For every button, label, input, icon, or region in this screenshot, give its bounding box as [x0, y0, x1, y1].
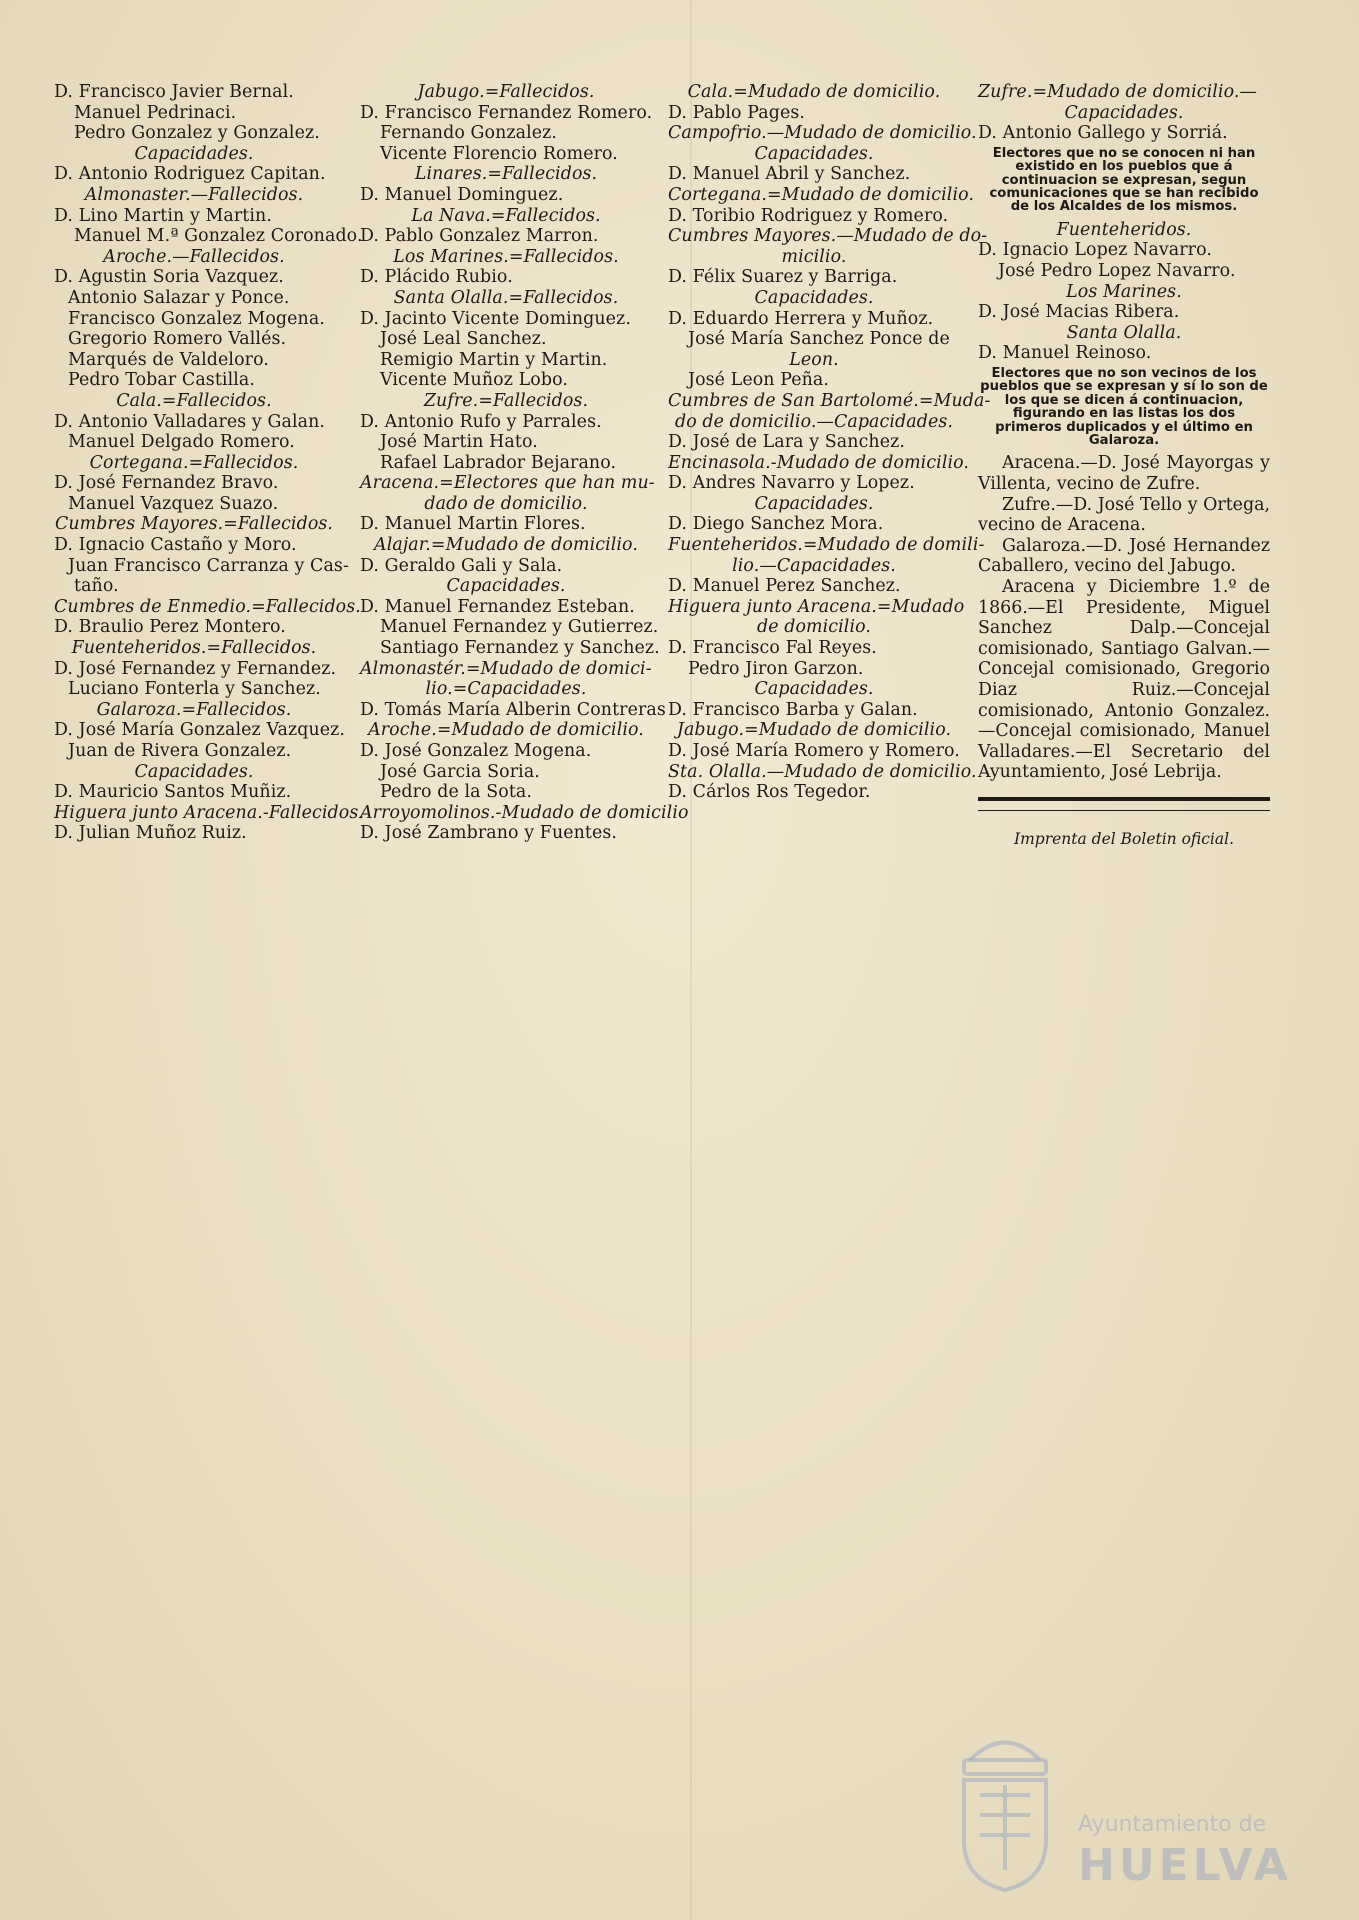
section-heading: Cala.=Mudado de domicilio. [687, 82, 941, 102]
section-heading: Aracena.=Electores que han mu- [360, 473, 655, 494]
section-heading: Cortegana.=Fallecidos. [89, 452, 299, 473]
notice-non-resident-electors: Electores que no son vecinos de los pueblos que se expresan y sí lo son de los que se dicen á continuacion, figurando en las listas los dos primeros duplicados y el último en Galaroza. [980, 365, 1268, 448]
section-heading: Aroche.—Fallecidos. [103, 246, 285, 267]
elector-name: Manuel Fernandez y Gutierrez. [380, 617, 659, 638]
elector-name: D. Manuel Reinoso. [978, 343, 1152, 364]
paragraph: Galaroza.—D. José Hernandez Caballero, vecino del Jabugo. [978, 535, 1270, 577]
elector-name: Pedro de la Sota. [380, 782, 533, 803]
section-heading: Capacidades. [754, 287, 874, 308]
elector-name: D. Julian Muñoz Ruiz. [54, 823, 247, 844]
elector-name: D. Mauricio Santos Muñiz. [54, 782, 292, 803]
elector-name: Manuel Pedrinaci. [74, 102, 237, 123]
elector-name: D. Pablo Gonzalez Marron. [360, 226, 599, 247]
section-heading: La Nava.=Fallecidos. [411, 205, 601, 226]
section-heading: Campofrio.—Mudado de domicilio. [668, 123, 977, 144]
section-heading: Linares.=Fallecidos. [414, 164, 598, 185]
section-heading: Arroyomolinos.-Mudado de domicilio [360, 802, 689, 823]
section-heading: Fuenteheridos. [1056, 219, 1192, 240]
elector-name: D. Manuel Fernandez Esteban. [360, 596, 635, 617]
section-heading: de domicilio. [756, 617, 872, 638]
elector-name: Remigio Martin y Martin. [380, 349, 608, 370]
elector-name: D. Ignacio Lopez Navarro. [978, 240, 1212, 261]
elector-name: D. Antonio Gallego y Sorriá. [978, 123, 1228, 144]
elector-name: D. José María Gonzalez Vazquez. [54, 720, 346, 741]
elector-name: José Martin Hato. [380, 432, 538, 453]
elector-name: D. Manuel Martin Flores. [360, 514, 586, 535]
elector-name: D. Cárlos Ros Tegedor. [668, 782, 871, 803]
elector-name: Pedro Gonzalez y Gonzalez. [74, 123, 320, 144]
column-2 [360, 82, 689, 844]
elector-name: Juan Francisco Carranza y Cas- [68, 555, 349, 576]
elector-name: D. Ignacio Castaño y Moro. [54, 535, 297, 556]
paragraph: Aracena.—D. José Mayorgas y Villenta, vecino de Zufre. [978, 453, 1270, 494]
elector-name: Pedro Jiron Garzon. [688, 658, 864, 679]
elector-name: Manuel Delgado Romero. [68, 432, 295, 453]
elector-name: D. Manuel Dominguez. [360, 184, 564, 205]
elector-name: Vicente Muñoz Lobo. [380, 370, 568, 391]
section-heading: dado de domicilio. [424, 493, 588, 514]
section-heading: Cumbres Mayores.=Fallecidos. [54, 514, 334, 535]
section-heading: Los Marines. [1066, 281, 1182, 302]
elector-name: Luciano Fonterla y Sanchez. [68, 679, 321, 700]
section-heading: Cumbres de Enmedio.=Fallecidos. [54, 596, 361, 617]
elector-name: D. Francisco Barba y Galan. [668, 699, 918, 720]
elector-name: D. Antonio Rodriguez Capitan. [54, 164, 326, 185]
section-heading: Capacidades. [754, 493, 874, 514]
elector-name: Francisco Gonzalez Mogena. [68, 308, 325, 329]
section-heading: Santa Olalla.=Fallecidos. [393, 287, 619, 308]
elector-name: José Pedro Lopez Navarro. [998, 261, 1236, 281]
elector-name: D. Plácido Rubio. [360, 267, 513, 288]
elector-name: Santiago Fernandez y Sanchez. [380, 638, 660, 659]
section-heading: Alajar.=Mudado de domicilio. [374, 535, 638, 556]
section-heading: Zufre.=Mudado de domicilio.— [978, 82, 1257, 102]
elector-name: Pedro Tobar Castilla. [68, 370, 255, 391]
elector-name: D. José de Lara y Sanchez. [668, 432, 905, 453]
section-heading: Santa Olalla. [1066, 322, 1182, 343]
elector-name: D. Francisco Fernandez Romero. [360, 102, 653, 123]
elector-name: José Garcia Soria. [380, 761, 540, 782]
watermark-line-2: HUELVA [1078, 1840, 1292, 1891]
section-heading: do de domicilio.—Capacidades. [675, 411, 953, 432]
section-heading: Cumbres de San Bartolomé.=Muda- [668, 390, 991, 411]
elector-name: Antonio Salazar y Ponce. [68, 287, 290, 308]
section-heading: Cumbres Mayores.—Mudado de do- [668, 226, 988, 247]
elector-name: D. José Fernandez y Fernandez. [54, 658, 337, 679]
section-heading: Capacidades. [754, 679, 874, 700]
elector-name: D. José Zambrano y Fuentes. [360, 823, 618, 844]
column-3 [668, 82, 991, 803]
paragraph: Zufre.—D. José Tello y Ortega, vecino de Aracena. [978, 494, 1270, 536]
elector-name: D. Toribio Rodriguez y Romero. [668, 205, 949, 226]
signature-paragraph: Aracena y Diciembre 1.º de 1866.—El Presidente, Miguel Sanchez Dalp.—Concejal comisionado, Santiago Galvan.—Concejal comisionado, Gregorio Diaz Ruiz.—Concejal comisionado, Antonio Gonzalez.—Concejal comisionado, Manuel Valladares.—El Secretario del Ayuntamiento, José Lebrija. [978, 576, 1270, 783]
section-heading: Aroche.=Mudado de domicilio. [368, 720, 644, 741]
elector-name: D. Jacinto Vicente Dominguez. [360, 308, 631, 329]
elector-name: D. Manuel Perez Sanchez. [668, 576, 901, 597]
elector-name: taño. [74, 576, 119, 597]
elector-name: D. Eduardo Herrera y Muñoz. [668, 308, 934, 329]
elector-name: Fernando Gonzalez. [380, 123, 558, 144]
elector-name: D. Agustin Soria Vazquez. [54, 267, 284, 288]
elector-name: D. Félix Suarez y Barriga. [668, 267, 898, 288]
closing-rule [978, 797, 1270, 811]
elector-name: D. Geraldo Gali y Sala. [360, 555, 563, 576]
section-heading: Galaroza.=Fallecidos. [96, 699, 292, 720]
section-heading: Capacidades. [134, 143, 254, 164]
section-heading: Capacidades. [446, 576, 566, 597]
section-heading: Fuenteheridos.=Mudado de domili- [668, 535, 985, 556]
section-heading: lio.=Capacidades. [425, 679, 587, 700]
elector-name: José Leon Peña. [688, 370, 830, 391]
elector-name: D. Francisco Javier Bernal. [54, 82, 294, 102]
elector-name: D. José Gonzalez Mogena. [360, 741, 592, 761]
elector-name: D. Andres Navarro y Lopez. [668, 473, 915, 494]
section-heading: Cortegana.=Mudado de domicilio. [668, 184, 975, 205]
elector-name: Manuel Vazquez Suazo. [68, 493, 279, 514]
elector-name: Rafael Labrador Bejarano. [380, 452, 617, 473]
elector-name: Marqués de Valdeloro. [68, 349, 269, 370]
section-heading: Almonastér.=Mudado de domici- [360, 658, 652, 679]
section-heading: Higuera junto Aracena.-Fallecidos. [54, 802, 365, 823]
elector-name: D. Francisco Fal Reyes. [668, 638, 877, 659]
section-heading: Jabugo.=Mudado de domicilio. [676, 720, 952, 741]
section-heading: Sta. Olalla.—Mudado de domicilio. [668, 761, 977, 782]
section-heading: Capacidades. [134, 761, 254, 782]
coat-of-arms-watermark-icon [950, 1720, 1060, 1895]
elector-name: D. Lino Martin y Martin. [54, 205, 272, 226]
imprint: Imprenta del Boletin oficial. [1013, 829, 1235, 848]
elector-name: D. Braulio Perez Montero. [54, 617, 286, 638]
elector-name: D. José Fernandez Bravo. [54, 473, 279, 494]
elector-name: D. Antonio Valladares y Galan. [54, 411, 326, 432]
section-heading: Jabugo.=Fallecidos. [417, 82, 595, 102]
elector-name: José María Sanchez Ponce de [688, 329, 950, 350]
section-heading: Capacidades. [754, 143, 874, 164]
section-heading: Higuera junto Aracena.=Mudado [668, 596, 965, 617]
elector-name: José Leal Sanchez. [380, 329, 547, 350]
watermark-line-1: Ayuntamiento de [1078, 1812, 1267, 1837]
elector-name: D. José María Romero y Romero. [668, 741, 960, 761]
elector-name: D. Antonio Rufo y Parrales. [360, 411, 602, 432]
section-heading: Zufre.=Fallecidos. [423, 390, 589, 411]
section-heading: micilio. [781, 246, 847, 267]
column-1 [54, 82, 365, 844]
section-heading: Encinasola.-Mudado de domicilio. [668, 452, 970, 473]
elector-name: D. Tomás María Alberin Contreras [360, 699, 666, 720]
elector-name: Gregorio Romero Vallés. [68, 329, 287, 350]
section-heading: Leon. [789, 349, 839, 370]
section-heading: Los Marines.=Fallecidos. [393, 246, 619, 267]
elector-name: Juan de Rivera Gonzalez. [68, 741, 292, 761]
section-heading: lio.—Capacidades. [732, 555, 896, 576]
elector-name: D. José Macias Ribera. [978, 302, 1180, 323]
elector-name: D. Manuel Abril y Sanchez. [668, 164, 911, 185]
elector-name: Manuel M.ª Gonzalez Coronado. [74, 226, 363, 247]
elector-name: D. Diego Sanchez Mora. [668, 514, 884, 535]
section-heading: Almonaster.—Fallecidos. [84, 184, 304, 205]
section-heading: Fuenteheridos.=Fallecidos. [71, 638, 317, 659]
column-4 [978, 82, 1270, 850]
section-heading: Capacidades. [1064, 102, 1184, 123]
section-heading: Cala.=Fallecidos. [116, 390, 272, 411]
notice-unknown-electors: Electores que no se conocen ni han existido en los pueblos que á continuacion se expresan, segun comunicaciones que se han recibido de los Alcaldes de los mismos. [989, 145, 1259, 215]
elector-name: D. Pablo Pages. [668, 102, 806, 123]
elector-name: Vicente Florencio Romero. [380, 143, 618, 164]
